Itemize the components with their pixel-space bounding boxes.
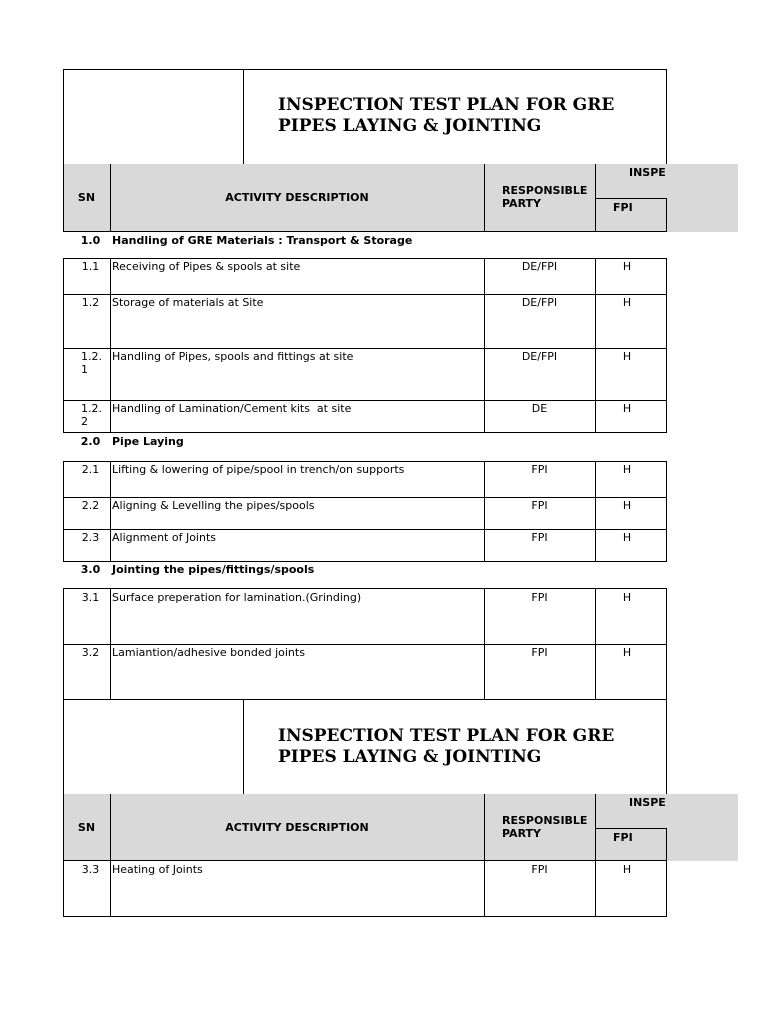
table-row-sn: 2.1 [81, 463, 100, 476]
table-row-fpi: H [622, 463, 632, 476]
table-row-party: DE/FPI [521, 260, 558, 273]
row-line [63, 644, 667, 645]
logo-divider [243, 69, 244, 165]
table-row-party: FPI [531, 531, 548, 544]
hdr-line [595, 198, 667, 199]
table-row-fpi: H [622, 260, 632, 273]
table-row-desc: Lifting & lowering of pipe/spool in trench/on supports [112, 463, 405, 476]
hdr-line [484, 794, 485, 861]
col-line [484, 588, 485, 700]
row-line [63, 529, 667, 530]
table-row-sn: 1.1 [81, 260, 100, 273]
table-row-party: FPI [531, 863, 548, 876]
hdr-line [484, 164, 485, 232]
row-line [63, 916, 667, 917]
table-row-sn: 3.1 [81, 591, 100, 604]
page-title: INSPECTION TEST PLAN FOR GRE PIPES LAYING & JOINTING [278, 95, 615, 136]
col-fpi-header: FPI [613, 201, 633, 214]
table-row-sn: 2.3 [81, 531, 100, 544]
table-row-sn: 3.3 [81, 863, 100, 876]
table-row-desc: Storage of materials at Site [112, 296, 264, 309]
table-row-fpi: H [622, 499, 632, 512]
page-title: INSPECTION TEST PLAN FOR GRE PIPES LAYING & JOINTING [278, 726, 615, 767]
row-line [63, 294, 667, 295]
col-line [666, 860, 667, 917]
hdr-line [666, 198, 667, 232]
table-row-desc: Heating of Joints [112, 863, 203, 876]
table-row-fpi: H [622, 591, 632, 604]
table-row-desc: Handling of Pipes, spools and fittings at site [112, 350, 354, 363]
hdr-line [666, 828, 667, 861]
row-line [63, 348, 667, 349]
section-title: Pipe Laying [112, 435, 184, 448]
row-line [63, 258, 667, 259]
col-activity-header: ACTIVITY DESCRIPTION [225, 191, 369, 204]
table-row-fpi: H [622, 402, 632, 415]
row-line [63, 588, 667, 589]
col-line [666, 588, 667, 700]
table-row-party: DE [531, 402, 548, 415]
table-row-party: FPI [531, 591, 548, 604]
col-line [666, 258, 667, 432]
col-inspection-header: INSPE [629, 166, 666, 179]
table-row-sn: 2.2 [81, 499, 100, 512]
col-sn-header: SN [77, 821, 96, 834]
section-sn: 1.0 [80, 234, 101, 247]
table-row-party: DE/FPI [521, 296, 558, 309]
logo-divider [243, 699, 244, 795]
table-row-party: FPI [531, 499, 548, 512]
section-sn: 2.0 [80, 435, 101, 448]
table-row-sn: 1.2 [81, 296, 100, 309]
col-line [110, 258, 111, 432]
table-row-desc: Handling of Lamination/Cement kits at site [112, 402, 352, 415]
table-row-fpi: H [622, 296, 632, 309]
hdr-line [63, 860, 667, 861]
section-title: Jointing the pipes/fittings/spools [112, 563, 315, 576]
col-line [666, 461, 667, 561]
col-responsible-header: RESPONSIBLE PARTY [502, 814, 588, 840]
row-line [63, 461, 667, 462]
hdr-line [595, 828, 667, 829]
col-sn-header: SN [77, 191, 96, 204]
header-overflow-bg [667, 164, 738, 232]
row-line [63, 400, 667, 401]
table-row-fpi: H [622, 646, 632, 659]
table-row-sn: 1.2. 2 [81, 402, 102, 428]
col-line [595, 588, 596, 700]
table-row-party: DE/FPI [521, 350, 558, 363]
table-row-fpi: H [622, 531, 632, 544]
table-row-fpi: H [622, 863, 632, 876]
table-row-desc: Alignment of Joints [112, 531, 217, 544]
row-line [63, 561, 667, 562]
col-fpi-header: FPI [613, 831, 633, 844]
col-responsible-header: RESPONSIBLE PARTY [502, 184, 588, 210]
table-row-desc: Surface preperation for lamination.(Grinding) [112, 591, 362, 604]
col-line [110, 588, 111, 700]
col-inspection-header: INSPE [629, 796, 666, 809]
row-line [63, 497, 667, 498]
header-overflow-bg [667, 794, 738, 861]
table-row-party: FPI [531, 463, 548, 476]
section-sn: 3.0 [80, 563, 101, 576]
table-row-desc: Receiving of Pipes & spools at site [112, 260, 301, 273]
row-line [63, 432, 667, 433]
col-line [63, 258, 64, 432]
table-row-desc: Aligning & Levelling the pipes/spools [112, 499, 315, 512]
table-row-sn: 3.2 [81, 646, 100, 659]
section-title: Handling of GRE Materials : Transport & Storage [112, 234, 413, 247]
table-row-party: FPI [531, 646, 548, 659]
table-row-sn: 1.2. 1 [81, 350, 102, 376]
table-row-fpi: H [622, 350, 632, 363]
table-row-desc: Lamiantion/adhesive bonded joints [112, 646, 305, 659]
col-activity-header: ACTIVITY DESCRIPTION [225, 821, 369, 834]
col-line [63, 588, 64, 700]
hdr-line [63, 231, 667, 232]
